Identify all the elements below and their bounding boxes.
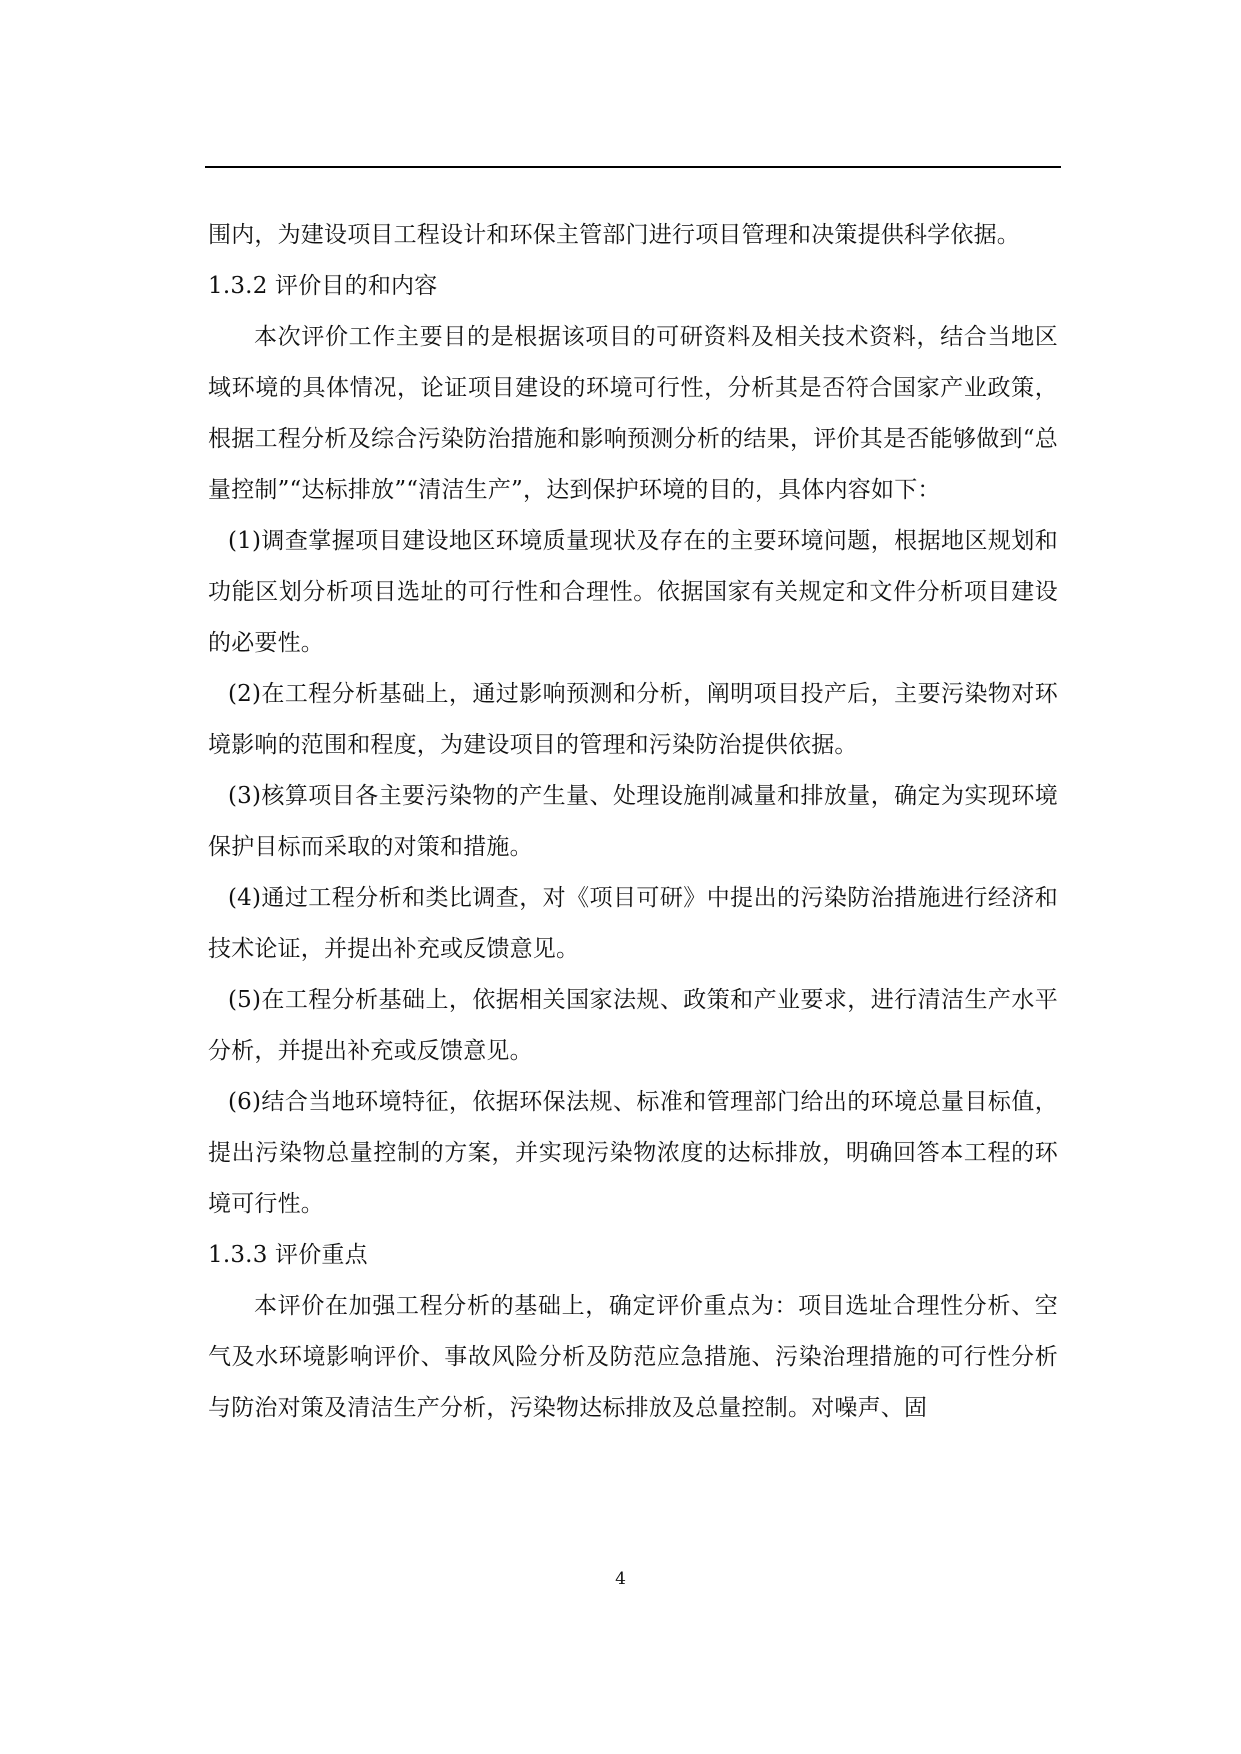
section-1-3-2-intro: 本次评价工作主要目的是根据该项目的可研资料及相关技术资料，结合当地区域环境的具体情况，论证项目建设的环境可行性，分析其是否符合国家产业政策，根据工程分析及综合污染防治措施和影响预测分析的结果，评价其是否能够做到“总量控制”“达标排放”“清洁生产”，达到保护环境的目的，具体内容如下：	[208, 324, 1058, 503]
list-item-2: (2)在工程分析基础上，通过影响预测和分析，阐明项目投产后，主要污染物对环境影响的范围和程度，为建设项目的管理和污染防治提供依据。	[208, 681, 1058, 758]
list-item-3: (3)核算项目各主要污染物的产生量、处理设施削减量和排放量，确定为实现环境保护目标而采取的对策和措施。	[208, 783, 1058, 860]
list-item-6: (6)结合当地环境特征，依据环保法规、标准和管理部门给出的环境总量目标值，提出污染物总量控制的方案，并实现污染物浓度的达标排放，明确回答本工程的环境可行性。	[208, 1089, 1058, 1217]
lead-line: 围内，为建设项目工程设计和环保主管部门进行项目管理和决策提供科学依据。	[208, 222, 1020, 248]
list-item-5: (5)在工程分析基础上，依据相关国家法规、政策和产业要求，进行清洁生产水平分析，并提出补充或反馈意见。	[208, 987, 1058, 1064]
list-item-1: (1)调查掌握项目建设地区环境质量现状及存在的主要环境问题，根据地区规划和功能区划分析项目选址的可行性和合理性。依据国家有关规定和文件分析项目建设的必要性。	[208, 528, 1058, 656]
page-number: 4	[615, 1569, 626, 1589]
body-text	[208, 210, 1058, 1434]
header-rule	[205, 166, 1061, 168]
section-1-3-3-intro: 本评价在加强工程分析的基础上，确定评价重点为：项目选址合理性分析、空气及水环境影响评价、事故风险分析及防范应急措施、污染治理措施的可行性分析与防治对策及清洁生产分析，污染物达标排放及总量控制。对噪声、固	[208, 1293, 1058, 1421]
section-heading-1-3-3: 1.3.3 评价重点	[208, 1242, 368, 1268]
section-heading-1-3-2: 1.3.2 评价目的和内容	[208, 273, 438, 299]
list-item-4: (4)通过工程分析和类比调查，对《项目可研》中提出的污染防治措施进行经济和技术论证，并提出补充或反馈意见。	[208, 885, 1058, 962]
